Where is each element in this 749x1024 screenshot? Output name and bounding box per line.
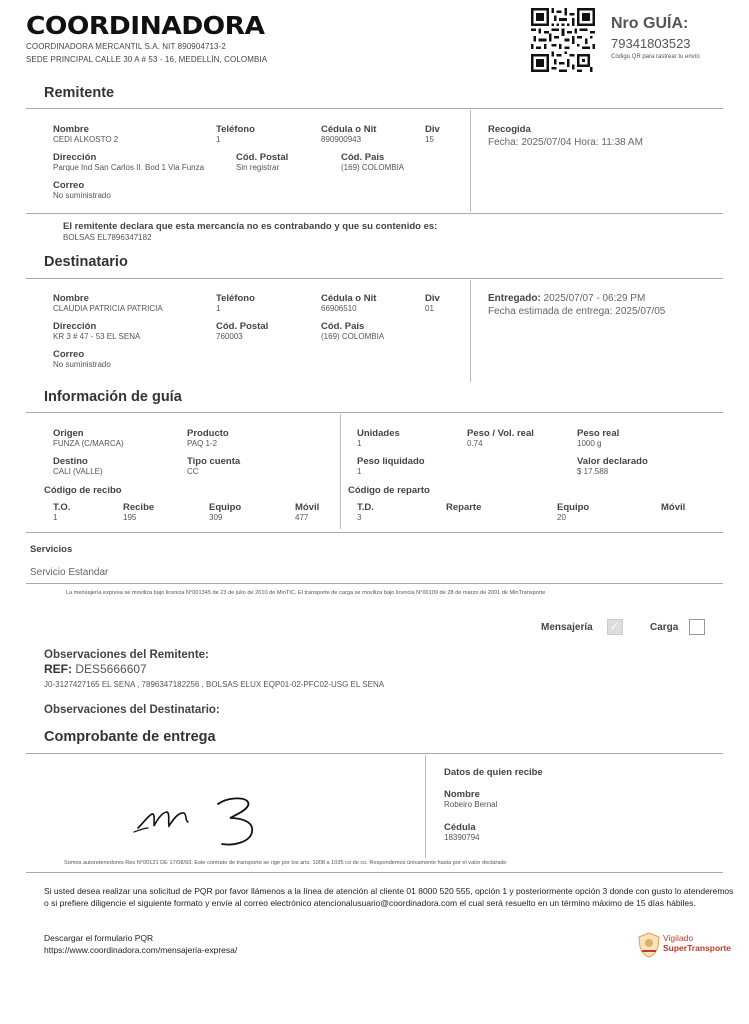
destinatario-title: Destinatario [44, 254, 128, 270]
shield-icon [638, 932, 660, 958]
ref-value: DES5666607 [72, 662, 147, 676]
remitente-div-label: Div [425, 124, 440, 135]
codigo-recibo-label: Código de recibo [44, 485, 122, 496]
destinatario-nombre: CLAUDIA PATRICIA PATRICIA [53, 304, 163, 313]
to-value: 1 [53, 513, 58, 522]
destinatario-cod-postal: 760003 [216, 332, 243, 341]
guide-number-label: Nro GUÍA: [611, 15, 689, 32]
destinatario-div: 01 [425, 304, 434, 313]
qr-caption: Código QR para rastrear tu envío [611, 54, 700, 60]
vigilado-line2: SuperTransporte [663, 943, 732, 953]
remitente-title: Remitente [44, 85, 115, 101]
legal-note: Somos autoretenedores Res N°00121 DE 17/08/93. Este contrato de transporte se rige por los arts. 1008 a 1035 co de co. Respondemos únicamente hasta por el valor declarado [64, 860, 507, 866]
td-value: 3 [357, 513, 362, 522]
divider [26, 532, 723, 533]
carga-checkbox[interactable] [689, 619, 705, 635]
peso-real: 1000 g [577, 439, 602, 448]
divider [425, 755, 426, 858]
ref-line [44, 662, 147, 676]
contenido-value: BOLSAS EL7896347182 [63, 233, 152, 242]
destino-label: Destino [53, 456, 88, 467]
destinatario-telefono-label: Teléfono [216, 293, 255, 304]
pqr-download-link[interactable]: https://www.coordinadora.com/mensajeria-expresa/ [44, 945, 238, 955]
entregado-label: Entregado: [488, 293, 541, 304]
remitente-cod-postal: Sin registrar [236, 163, 280, 172]
remitente-telefono-label: Teléfono [216, 124, 255, 135]
datos-recibe-label: Datos de quien recibe [444, 767, 543, 778]
pqr-download-label: Descargar el formulario PQR [44, 933, 154, 943]
tipo-cuenta-label: Tipo cuenta [187, 456, 241, 467]
recibo-movil: 477 [295, 513, 309, 522]
unidades: 1 [357, 439, 362, 448]
divider [26, 213, 723, 214]
remitente-correo: No suministrado [53, 191, 111, 200]
divider [26, 753, 723, 754]
divider [340, 414, 341, 529]
peso-vol-label: Peso / Vol. real [467, 428, 534, 439]
observaciones-remitente-detail: J0-3127427165 EL SENA , 7896347182256 , BOLSAS ELUX EQP01-02-PFC02-USG EL SENA [44, 680, 385, 689]
reparto-equipo-label: Equipo [557, 502, 590, 513]
entregado-info [488, 293, 645, 304]
divider [470, 280, 471, 382]
producto-label: Producto [187, 428, 229, 439]
comprobante-title: Comprobante de entrega [44, 729, 216, 745]
recibo-equipo-label: Equipo [209, 502, 242, 513]
servicios-value: Servicio Estandar [30, 567, 109, 578]
destinatario-correo-label: Correo [53, 349, 85, 360]
destinatario-telefono: 1 [216, 304, 221, 313]
reparto-equipo: 20 [557, 513, 566, 522]
servicios-label: Servicios [30, 544, 73, 555]
recibo-equipo: 309 [209, 513, 223, 522]
divider [470, 110, 471, 212]
company-address: SEDE PRINCIPAL CALLE 30 A # 53 - 16, MEDELLÍN, COLOMBIA [26, 55, 268, 64]
valor-declarado: $ 17.588 [577, 467, 609, 476]
recibe-value: 195 [123, 513, 137, 522]
peso-real-label: Peso real [577, 428, 620, 439]
remitente-cod-postal-label: Cód. Postal [236, 152, 289, 163]
peso-liquidado: 1 [357, 467, 362, 476]
vigilado-line1: Vigilado [663, 933, 694, 943]
signature [130, 788, 270, 850]
recibo-movil-label: Móvil [295, 502, 320, 513]
guia-title: Información de guía [44, 389, 182, 405]
mensajeria-label: Mensajería [541, 622, 593, 633]
tracking-qr-code[interactable] [531, 8, 595, 72]
divider [26, 872, 723, 873]
divider [26, 108, 723, 109]
reparte-label: Reparte [446, 502, 482, 513]
destino: CALI (VALLE) [53, 467, 103, 476]
valor-declarado-label: Valor declarado [577, 456, 648, 467]
remitente-correo-label: Correo [53, 180, 85, 191]
destinatario-direccion: KR 3 # 47 - 53 EL SENA [53, 332, 141, 341]
carga-label: Carga [650, 622, 679, 633]
license-note: La mensajería expresa se moviliza bajo licencia N°001345 de 23 de julio de 2010 de MinTIC. El transporte de carga se moviliza bajo licencia N°00109 de 28 de marzo de 2001 de MinTransporte [66, 590, 546, 596]
divider [26, 583, 723, 584]
peso-vol: 0.74 [467, 439, 483, 448]
unidades-label: Unidades [357, 428, 400, 439]
destinatario-cod-pais-label: Cód. País [321, 321, 365, 332]
origen: FUNZA (C/MARCA) [53, 439, 124, 448]
recibe-label: Recibe [123, 502, 155, 513]
destinatario-direccion-label: Dirección [53, 321, 97, 332]
ref-label: REF: [44, 662, 72, 676]
recibe-cedula: 18390794 [444, 833, 480, 842]
to-label: T.O. [53, 502, 71, 513]
remitente-div: 15 [425, 135, 434, 144]
recibe-nombre-label: Nombre [444, 789, 480, 800]
destinatario-correo: No suministrado [53, 360, 111, 369]
remitente-direccion: Parque Ind San Carlos II. Bod 1 Via Funza [53, 163, 205, 172]
recogida-label: Recogida [488, 124, 531, 135]
recibe-cedula-label: Cédula [444, 822, 476, 833]
recogida-value: Fecha: 2025/07/04 Hora: 11:38 AM [488, 137, 643, 148]
observaciones-remitente-title: Observaciones del Remitente: [44, 649, 209, 661]
remitente-nombre-label: Nombre [53, 124, 89, 135]
pqr-text: Si usted desea realizar una solicitud de PQR por favor llámenos a la línea de atención al cliente 01 8000 520 555, opción 1 y posteriormente opción 3 donde con gusto lo atenderemos o si prefiere diligencie el siguiente formato y envíe al correo electrónico atencionalusuario@coordinadora.com el cual será resuelto en un término máximo de 15 días hábiles. [44, 886, 734, 908]
divider [26, 412, 723, 413]
coordinadora-logo: COORDINADORA [26, 11, 265, 40]
observaciones-destinatario-title: Observaciones del Destinatario: [44, 704, 220, 716]
vigilado-text [663, 933, 731, 953]
destinatario-cedula: 66906510 [321, 304, 357, 313]
declaration-text: El remitente declara que esta mercancía no es contrabando y que su contenido es: [63, 221, 438, 232]
destinatario-div-label: Div [425, 293, 440, 304]
company-info [26, 40, 267, 66]
peso-liquidado-label: Peso liquidado [357, 456, 425, 467]
remitente-cedula-label: Cédula o Nit [321, 124, 377, 135]
tipo-cuenta: CC [187, 467, 199, 476]
destinatario-cod-pais: (169) COLOMBIA [321, 332, 385, 341]
origen-label: Origen [53, 428, 84, 439]
company-nit: COORDINADORA MERCANTIL S.A. NIT 890904713-2 [26, 42, 226, 51]
codigo-reparto-label: Código de reparto [348, 485, 430, 496]
vigilado-supertransporte-logo [638, 932, 738, 958]
entregado-value: 2025/07/07 - 06:29 PM [540, 293, 646, 304]
fecha-estimada: Fecha estimada de entrega: 2025/07/05 [488, 306, 666, 317]
mensajeria-checkbox[interactable] [607, 619, 623, 635]
reparto-movil-label: Móvil [661, 502, 686, 513]
td-label: T.D. [357, 502, 374, 513]
recibe-nombre: Robeiro Bernal [444, 800, 498, 809]
destinatario-cod-postal-label: Cód. Postal [216, 321, 269, 332]
remitente-cedula: 890900943 [321, 135, 362, 144]
divider [26, 278, 723, 279]
remitente-telefono: 1 [216, 135, 221, 144]
remitente-cod-pais-label: Cód. País [341, 152, 385, 163]
guide-number: 79341803523 [611, 36, 691, 51]
destinatario-nombre-label: Nombre [53, 293, 89, 304]
producto: PAQ 1-2 [187, 439, 218, 448]
remitente-cod-pais: (169) COLOMBIA [341, 163, 405, 172]
destinatario-cedula-label: Cédula o Nit [321, 293, 377, 304]
remitente-direccion-label: Dirección [53, 152, 97, 163]
remitente-nombre: CEDI ALKOSTO 2 [53, 135, 119, 144]
